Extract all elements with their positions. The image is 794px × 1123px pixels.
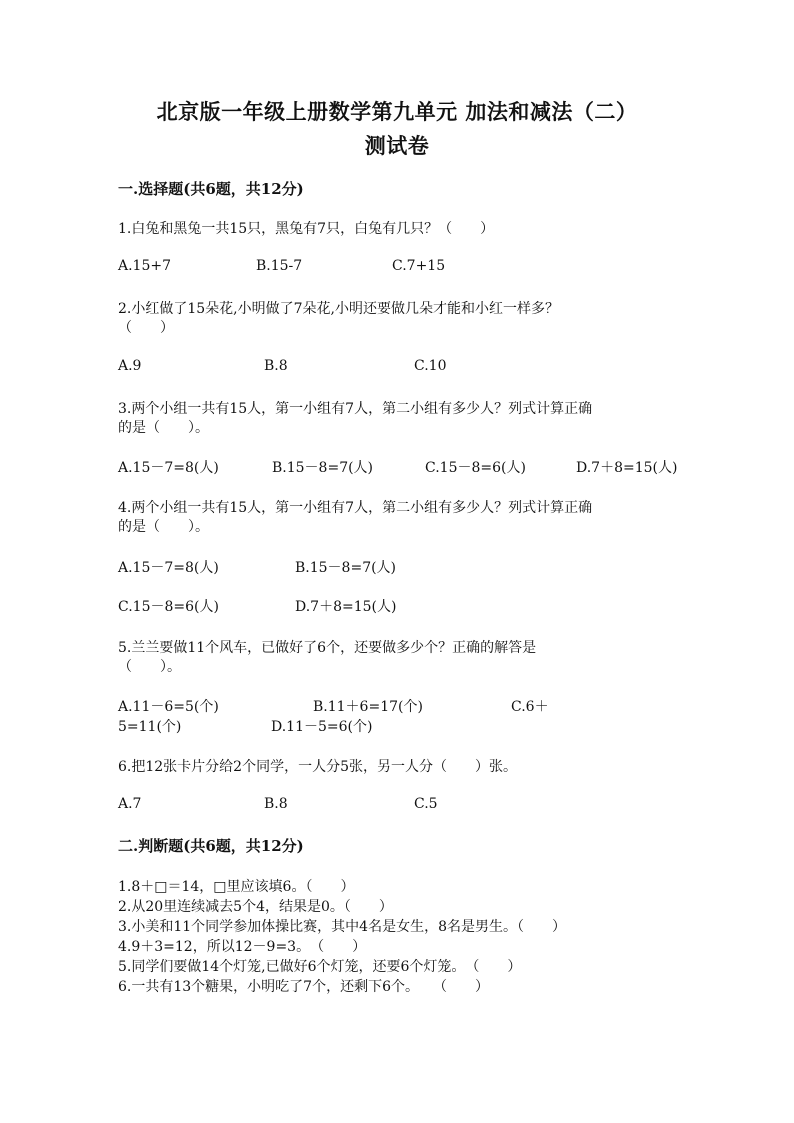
q3-option-c: C.15－8=6(人) [425,460,526,476]
q1-option-c: C.7+15 [392,258,446,274]
question-3-line2: 的是（ ）。 [118,420,209,436]
q2-option-a: A.9 [118,358,142,374]
question-4-line2: 的是（ ）。 [118,519,209,535]
q5-option-a: A.11－6=5(个) [118,699,219,715]
q5-option-c-start: C.6＋ [511,699,549,715]
question-1: 1.白兔和黑兔一共15只，黑兔有7只，白兔有几只？（ ） [118,221,495,237]
q4-option-c: C.15－8=6(人) [118,599,219,615]
q4-option-a: A.15－7=8(人) [118,560,219,576]
q2-option-c: C.10 [414,358,447,374]
judge-item-4: 4.9＋3=12，所以12－9=3。 （ ） [118,939,367,955]
judge-item-3: 3.小美和11个同学参加体操比赛，其中4名是女生，8名是男生。（ ） [118,919,566,935]
question-2-line1: 2.小红做了15朵花,小明做了7朵花,小明还要做几朵才能和小红一样多？ [118,301,559,317]
q6-option-c: C.5 [414,796,438,812]
q4-option-b: B.15－8=7(人) [295,560,397,576]
q1-option-b: B.15-7 [256,258,303,274]
judge-item-2: 2.从20里连续减去5个4，结果是0。（ ） [118,899,393,915]
q3-option-b: B.15－8=7(人) [272,460,374,476]
question-5-line2: （ ）。 [118,659,181,675]
page-subtitle: 测试卷 [364,133,430,158]
question-6: 6.把12张卡片分给2个同学，一人分5张，另一人分（ ）张。 [118,759,517,775]
section-heading-choice: 一.选择题(共6题，共12分) [118,180,304,198]
judge-item-6: 6.一共有13个糖果，小明吃了7个，还剩下6个。 （ ） [118,979,489,995]
question-4-line1: 4.两个小组一共有15人，第一小组有7人，第二小组有多少人？列式计算正确 [118,500,593,516]
judge-item-1: 1.8＋□＝14，□里应该填6。（ ） [118,879,355,895]
question-3-line1: 3.两个小组一共有15人，第一小组有7人，第二小组有多少人？列式计算正确 [118,401,593,417]
q1-option-a: A.15+7 [118,258,172,274]
q4-option-d: D.7＋8=15(人) [295,599,397,615]
q5-option-c-end: 5=11(个) [118,719,182,735]
q3-option-d: D.7＋8=15(人) [576,460,678,476]
page-title: 北京版一年级上册数学第九单元 加法和减法（二） [156,99,638,124]
q3-option-a: A.15－7=8(人) [118,460,219,476]
q2-option-b: B.8 [264,358,288,374]
q5-option-b: B.11＋6=17(个) [313,699,423,715]
q6-option-b: B.8 [264,796,288,812]
section-heading-judge: 二.判断题(共6题，共12分) [118,837,304,855]
question-2-line2: （ ） [118,320,174,336]
q5-option-d: D.11－5=6(个) [271,719,373,735]
q6-option-a: A.7 [118,796,142,812]
question-5-line1: 5.兰兰要做11个风车，已做好了6个，还要做多少个？正确的解答是 [118,640,537,656]
judge-item-5: 5.同学们要做14个灯笼,已做好6个灯笼，还要6个灯笼。 （ ） [118,959,522,975]
